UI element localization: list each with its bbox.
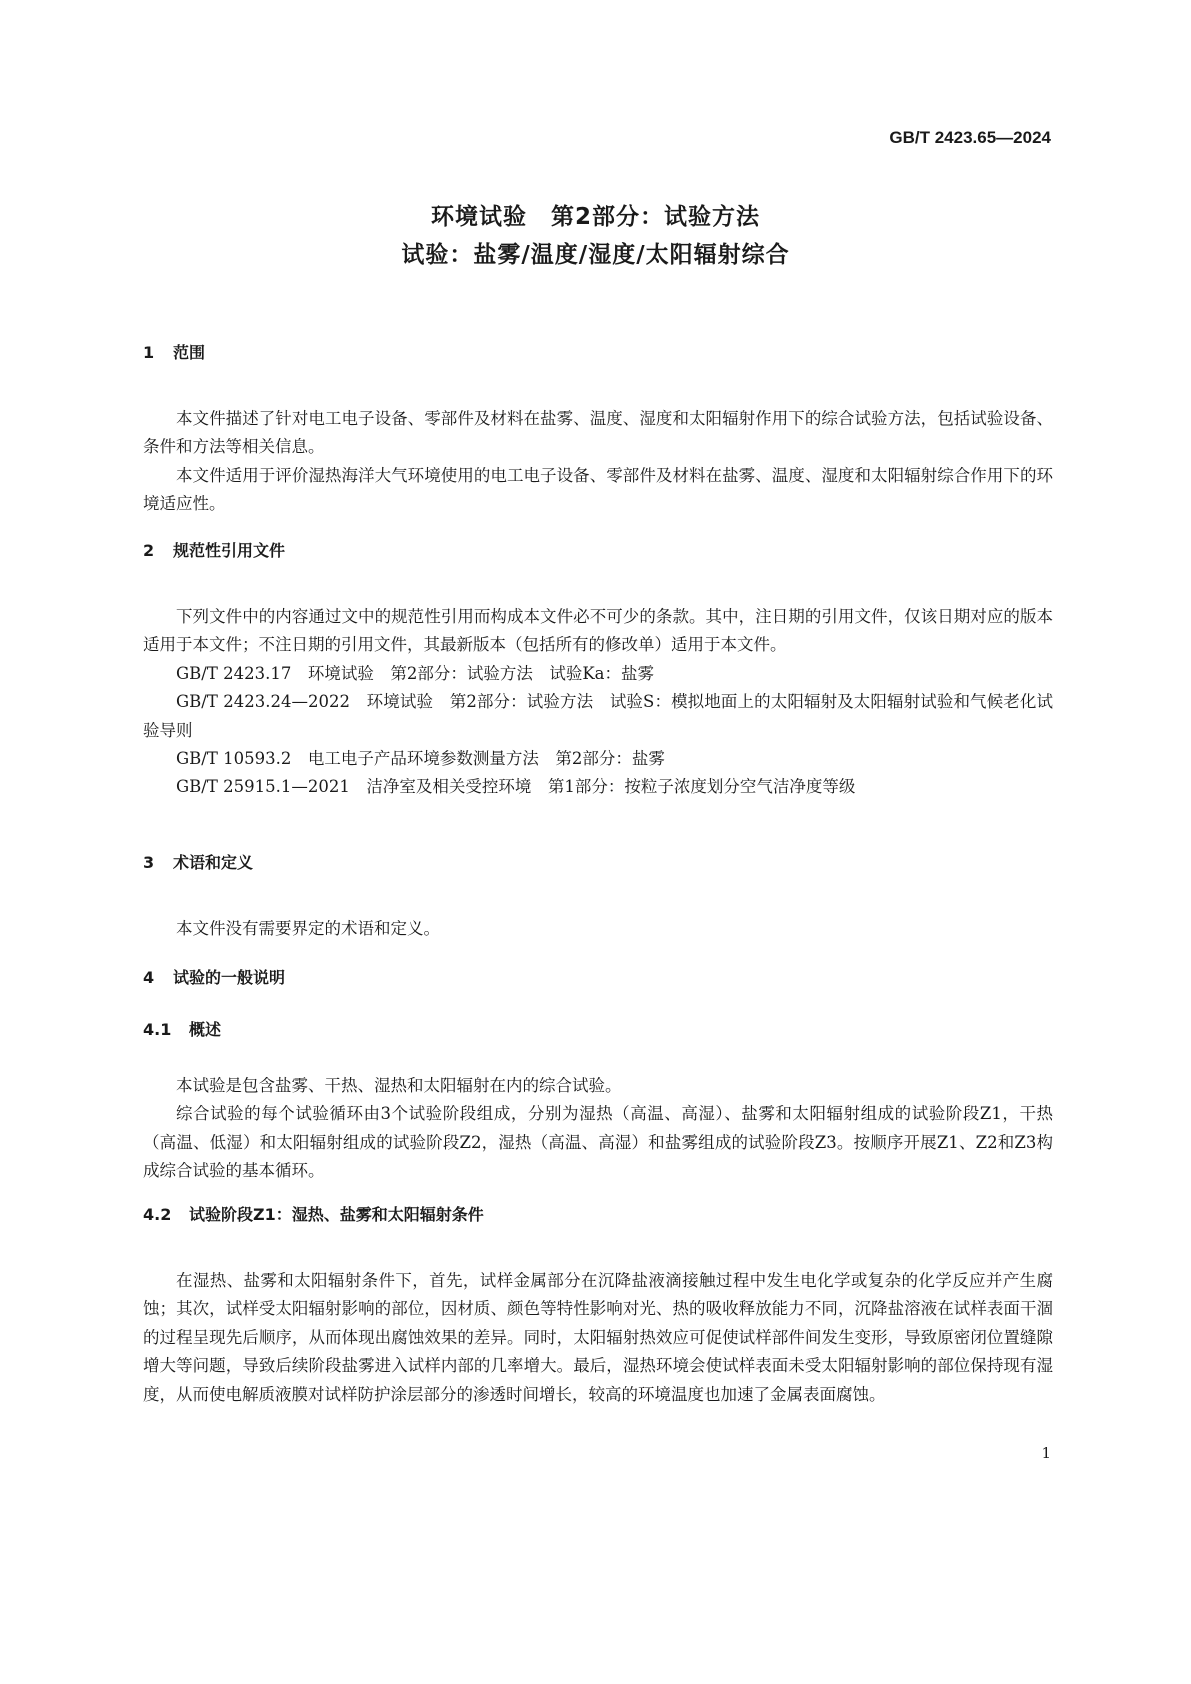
section-heading — [143, 538, 1053, 561]
paragraph: 本文件描述了针对电工电子设备、零部件及材料在盐雾、温度、湿度和太阳辐射作用下的综合试验方法，包括试验设备、条件和方法等相关信息。 — [143, 409, 1053, 457]
section-4-2 — [143, 1202, 1053, 1409]
section-4-1 — [143, 1017, 1053, 1186]
page-number: 1 — [1041, 1444, 1051, 1462]
paragraph: 下列文件中的内容通过文中的规范性引用而构成本文件必不可少的条款。其中，注日期的引用文件，仅该日期对应的版本适用于本文件；不注日期的引用文件，其最新版本（包括所有的修改单）适用于本文件。 — [143, 607, 1053, 655]
reference-item: GB/T 2423.17 环境试验 第2部分：试验方法 试验Ka：盐雾 — [176, 663, 655, 683]
paragraph: 本文件适用于评价湿热海洋大气环境使用的电工电子设备、零部件及材料在盐雾、温度、湿度和太阳辐射综合作用下的环境适应性。 — [143, 465, 1053, 514]
section-title: 试验阶段Z1：湿热、盐雾和太阳辐射条件 — [189, 1205, 484, 1224]
section-heading — [143, 850, 1053, 873]
section-2 — [143, 538, 1053, 802]
reference-item: GB/T 25915.1—2021 洁净室及相关受控环境 第1部分：按粒子浓度划分空气洁净度等级 — [176, 777, 856, 797]
section-number: 1 — [143, 343, 155, 362]
section-number: 4.2 — [143, 1205, 172, 1224]
section-heading — [143, 965, 1053, 988]
section-title: 范围 — [173, 343, 206, 362]
section-title: 规范性引用文件 — [173, 541, 286, 560]
standard-code: GB/T 2423.65—2024 — [889, 128, 1051, 147]
section-title: 概述 — [189, 1020, 222, 1039]
section-number: 2 — [143, 541, 155, 560]
document-subtitle: 试验：盐雾/温度/湿度/太阳辐射综合 — [401, 242, 790, 268]
paragraph: 综合试验的每个试验循环由3个试验阶段组成，分别为湿热（高温、高湿）、盐雾和太阳辐射组成的试验阶段Z1，干热（高温、低湿）和太阳辐射组成的试验阶段Z2，湿热（高温、高湿）和盐雾组成的试验阶段Z3。按顺序开展Z1、Z2和Z3构成综合试验的基本循环。 — [143, 1104, 1053, 1181]
paragraph: 本文件没有需要界定的术语和定义。 — [176, 919, 440, 938]
section-3 — [143, 850, 1053, 943]
document-title: 环境试验 第2部分：试验方法 — [430, 204, 760, 230]
reference-item: GB/T 2423.24—2022 环境试验 第2部分：试验方法 试验S：模拟地面上的太阳辐射及太阳辐射试验和气候老化试验导则 — [143, 692, 1053, 740]
reference-item: GB/T 10593.2 电工电子产品环境参数测量方法 第2部分：盐雾 — [176, 749, 665, 769]
section-1 — [143, 340, 1053, 519]
section-heading — [143, 1017, 1053, 1040]
section-number: 3 — [143, 853, 155, 872]
paragraph: 本试验是包含盐雾、干热、湿热和太阳辐射在内的综合试验。 — [176, 1076, 622, 1095]
section-4 — [143, 965, 1053, 988]
section-heading — [143, 340, 1053, 363]
section-title: 术语和定义 — [173, 853, 254, 872]
paragraph: 在湿热、盐雾和太阳辐射条件下，首先，试样金属部分在沉降盐液滴接触过程中发生电化学或复杂的化学反应并产生腐蚀；其次，试样受太阳辐射影响的部位，因材质、颜色等特性影响对光、热的吸收释放能力不同，沉降盐溶液在试样表面干涸的过程呈现先后顺序，从而体现出腐蚀效果的差异。同时，太阳辐射热效应可促使试样部件间发生变形，导致原密闭位置缝隙增大等问题，导致后续阶段盐雾进入试样内部的几率增大。最后，湿热环境会使试样表面未受太阳辐射影响的部位保持现有湿度，从而使电解质液膜对试样防护涂层部分的渗透时间增长，较高的环境温度也加速了金属表面腐蚀。 — [143, 1271, 1053, 1404]
section-number: 4 — [143, 968, 155, 987]
section-number: 4.1 — [143, 1020, 172, 1039]
section-heading — [143, 1202, 1053, 1225]
section-title: 试验的一般说明 — [173, 968, 286, 987]
